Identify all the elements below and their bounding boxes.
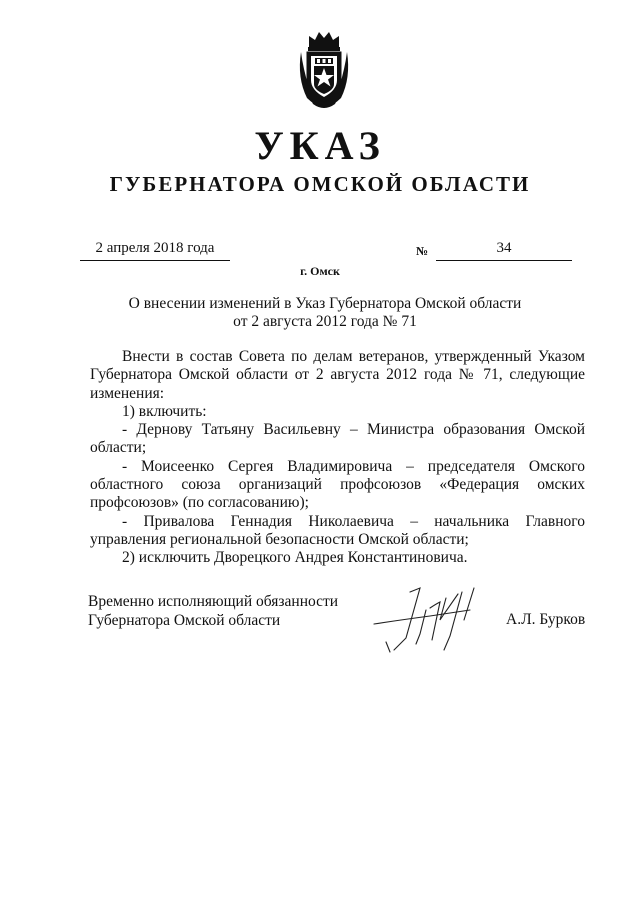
body-intro: Внести в состав Совета по делам ветеранов, утвержденный Указом Губернатора Омской области от 2 августа 2012 года № 71, следующие изменения: — [90, 348, 585, 402]
document-date: 2 апреля 2018 года — [80, 240, 230, 261]
body-person-3: - Привалова Геннадия Николаевича – начальника Главного управления региональной безопасности Омской области; — [90, 512, 585, 548]
document-city: г. Омск — [300, 264, 340, 278]
document-title: УКАЗ — [254, 123, 386, 168]
document-heading — [100, 295, 550, 331]
signatory-position-line-1: Временно исполняющий обязанности — [88, 593, 339, 610]
document-subtitle: ГУБЕРНАТОРА ОМСКОЙ ОБЛАСТИ — [109, 172, 531, 196]
body-person-1: - Дернову Татьяну Васильевну – Министра образования Омской области; — [90, 421, 585, 457]
coat-of-arms-icon — [293, 28, 355, 110]
document-body — [90, 348, 585, 568]
body-person-2: - Моисеенко Сергея Владимировича – председателя Омского областного союза организаций профсоюзов «Федерация омских профсоюзов» (по согласованию); — [90, 457, 585, 512]
body-item-2: 2) исключить Дворецкого Андрея Константиновича. — [122, 549, 468, 567]
body-item-1: 1) включить: — [122, 402, 207, 420]
document-number: 34 — [436, 240, 572, 261]
heading-line-1: О внесении изменений в Указ Губернатора Омской области — [128, 295, 522, 312]
heading-line-2: от 2 августа 2012 года № 71 — [233, 313, 417, 330]
signatory-position-line-2: Губернатора Омской области — [88, 611, 281, 629]
handwritten-signature-icon — [370, 580, 500, 660]
signatory-name: А.Л. Бурков — [506, 611, 586, 628]
number-sign: № — [416, 244, 429, 258]
signatory-position — [88, 593, 338, 630]
